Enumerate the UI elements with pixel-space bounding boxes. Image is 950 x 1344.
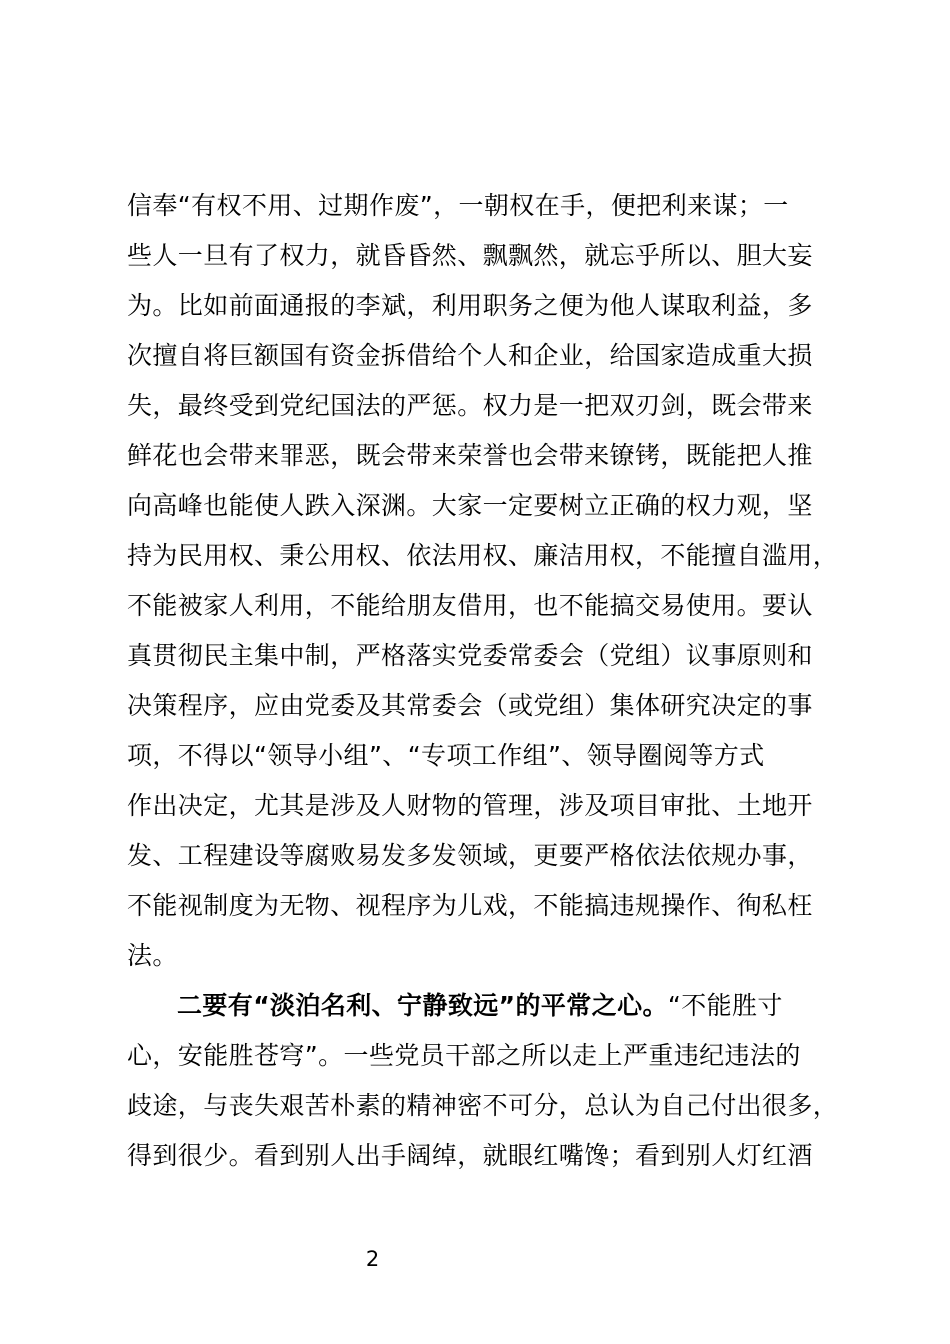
body-text-line: 不能视制度为无物、视程序为儿戏，不能搞违规操作、徇私枉 xyxy=(127,891,813,920)
body-text-line: 些人一旦有了权力，就昏昏然、飘飘然，就忘乎所以、胆大妄 xyxy=(127,241,813,270)
body-text-line: 向高峰也能使人跌入深渊。大家一定要树立正确的权力观，坚 xyxy=(127,491,813,520)
body-text-line: 得到很少。看到别人出手阔绰，就眼红嘴馋；看到别人灯红酒 xyxy=(127,1141,813,1170)
page-number: 2 xyxy=(365,1247,380,1271)
body-text-line: 作出决定，尤其是涉及人财物的管理，涉及项目审批、土地开 xyxy=(127,791,813,820)
body-text-line: 法。 xyxy=(127,941,178,970)
body-text-line: 鲜花也会带来罪恶，既会带来荣誉也会带来镣铐，既能把人推 xyxy=(127,441,813,470)
quote-start: “不能胜寸 xyxy=(667,991,783,1020)
section-heading: 二要有“淡泊名利、宁静致远”的平常之心。 xyxy=(177,991,668,1020)
body-text-line: 发、工程建设等腐败易发多发领域，更要严格依法依规办事， xyxy=(127,841,813,870)
body-text-line: 不能被家人利用，不能给朋友借用，也不能搞交易使用。要认 xyxy=(127,591,813,620)
body-text-line: 决策程序，应由党委及其常委会（或党组）集体研究决定的事 xyxy=(127,691,813,720)
body-text-line: 次擅自将巨额国有资金拆借给个人和企业，给国家造成重大损 xyxy=(127,341,813,370)
body-text-line: 为。比如前面通报的李斌，利用职务之便为他人谋取利益，多 xyxy=(127,291,813,320)
body-text-line: 项，不得以“领导小组”、“专项工作组”、领导圈阅等方式 xyxy=(127,741,765,770)
body-text-line: 歧途，与丧失艰苦朴素的精神密不可分，总认为自己付出很多， xyxy=(127,1091,839,1120)
body-text-line: 信奉“有权不用、过期作废”，一朝权在手，便把利来谋；一 xyxy=(127,191,789,220)
section-heading-line xyxy=(177,991,783,1021)
body-text-line: 真贯彻民主集中制，严格落实党委常委会（党组）议事原则和 xyxy=(127,641,813,670)
body-text-line: 持为民用权、秉公用权、依法用权、廉洁用权，不能擅自滥用， xyxy=(127,541,839,570)
body-text-line: 失，最终受到党纪国法的严惩。权力是一把双刃剑，既会带来 xyxy=(127,391,813,420)
body-text-line: 心，安能胜苍穹”。一些党员干部之所以走上严重违纪违法的 xyxy=(127,1041,801,1070)
